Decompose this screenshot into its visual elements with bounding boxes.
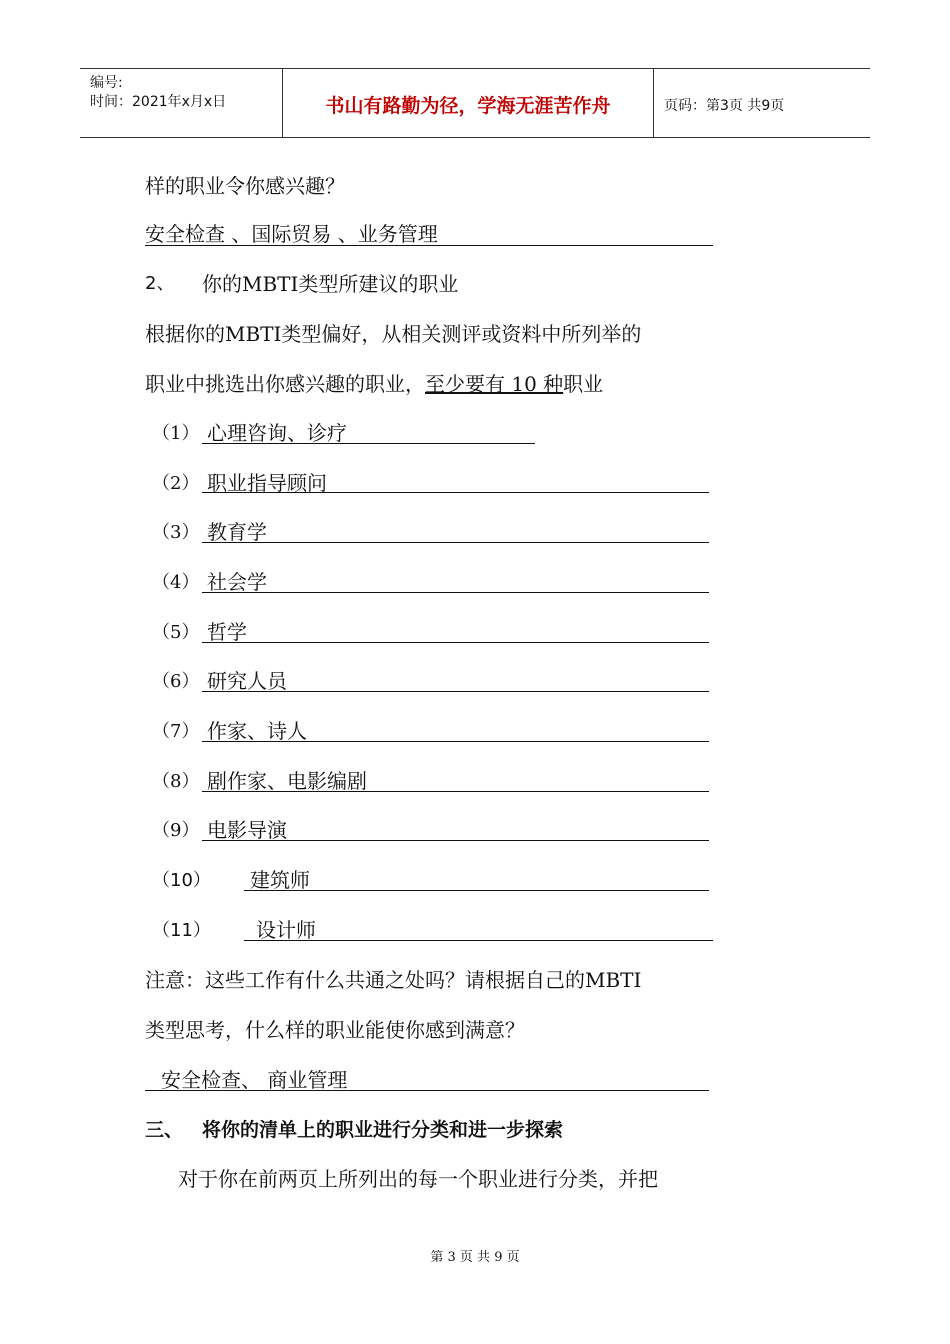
section-3-number: 三、 (145, 1119, 184, 1141)
page-header (80, 68, 870, 138)
section-2-title: 你的MBTI类型所建议的职业 (202, 272, 459, 296)
career-name: 哲学 (207, 620, 247, 644)
answer-2: 安全检查、 商业管理 (161, 1068, 348, 1092)
last-paragraph-line: 对于你在前两页上所列出的每一个职业进行分类，并把 (178, 1167, 658, 1191)
career-number: （1） (152, 423, 200, 444)
career-underline (202, 443, 535, 444)
career-name: 设计师 (256, 918, 316, 942)
career-name: 心理咨询、诊疗 (207, 421, 347, 445)
motto: 书山有路勤为径，学海无涯苦作舟 (325, 95, 611, 117)
header-motto-cell (283, 69, 654, 137)
career-number: （10） (152, 870, 211, 891)
career-number: （9） (152, 820, 200, 841)
answer-1: 安全检查 、国际贸易 、业务管理 (145, 222, 438, 246)
career-number: （5） (152, 622, 200, 643)
career-name: 电影导演 (207, 818, 287, 842)
question-end-line: 样的职业令你感兴趣？ (145, 174, 345, 198)
career-underline (202, 840, 709, 841)
section-2-number: 2、 (145, 273, 175, 294)
career-underline (202, 592, 709, 593)
header-info-cell (80, 69, 283, 137)
note-line-1: 注意：这些工作有什么共通之处吗？请根据自己的MBTI (145, 968, 642, 992)
document-number: 编号: (90, 75, 123, 91)
career-underline (202, 791, 709, 792)
career-underline (202, 542, 709, 543)
answer-1-underline (145, 245, 713, 246)
career-number: （6） (152, 671, 200, 692)
career-name: 建筑师 (250, 868, 310, 892)
career-number: （4） (152, 572, 200, 593)
career-underline (202, 642, 709, 643)
career-number: （7） (152, 721, 200, 742)
career-number: （11） (152, 920, 211, 941)
career-underline (244, 890, 709, 891)
career-number: （2） (152, 473, 200, 494)
note-line-2: 类型思考，什么样的职业能使你感到满意？ (145, 1018, 525, 1042)
career-underline (202, 691, 709, 692)
career-name: 研究人员 (207, 669, 287, 693)
career-name: 教育学 (207, 520, 267, 544)
career-number: （3） (152, 522, 200, 543)
paragraph-line-2-a: 职业中挑选出你感兴趣的职业， (145, 372, 425, 396)
answer-2-underline (145, 1090, 709, 1091)
paragraph-line-1: 根据你的MBTI类型偏好，从相关测评或资料中所列举的 (145, 322, 642, 346)
section-3-title: 将你的清单上的职业进行分类和进一步探索 (202, 1119, 564, 1141)
career-number: （8） (152, 771, 200, 792)
career-name: 作家、诗人 (207, 719, 307, 743)
page-footer: 第 3 页 共 9 页 (430, 1250, 520, 1265)
paragraph-line-2 (145, 372, 603, 396)
career-underline (202, 492, 709, 493)
paragraph-line-2-underlined: 至少要有 10 种 (425, 372, 564, 396)
paragraph-line-2-c: 职业 (563, 372, 604, 396)
career-underline (244, 940, 713, 941)
header-page-number: 页码：第3页 共9页 (664, 98, 785, 114)
career-name: 职业指导顾问 (207, 471, 327, 495)
career-name: 社会学 (207, 570, 267, 594)
header-page-cell (654, 69, 870, 137)
document-time: 时间：2021年x月x日 (90, 94, 227, 110)
career-name: 剧作家、电影编剧 (207, 769, 367, 793)
career-underline (202, 741, 709, 742)
